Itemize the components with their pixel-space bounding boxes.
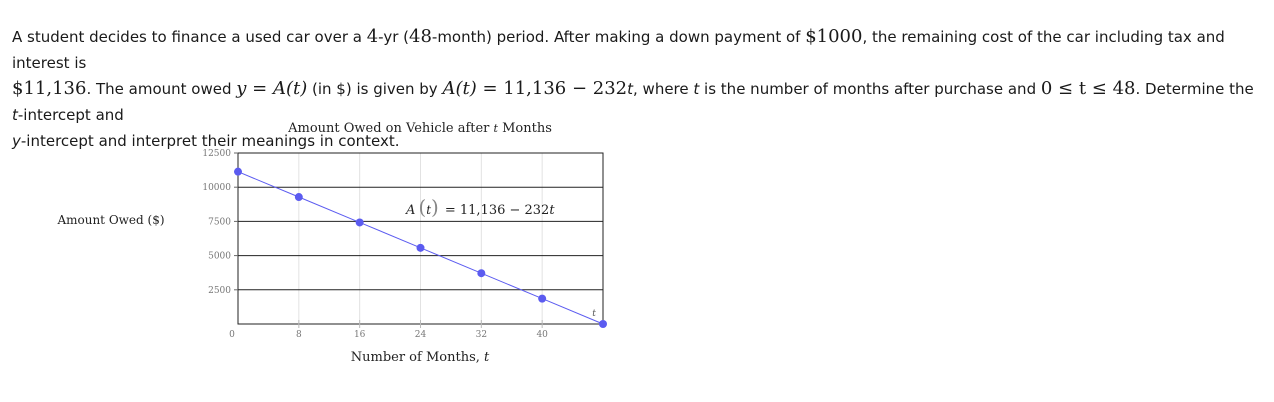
data-point[interactable] <box>234 168 242 176</box>
x-tick-label: 0 <box>229 330 235 340</box>
function-def-arg: (t) <box>455 78 477 99</box>
x-axis-label: Number of Months, t <box>350 350 490 365</box>
y-tick-label: 2500 <box>208 285 231 296</box>
down-payment: $1000 <box>805 26 863 47</box>
x-tick-label: 40 <box>536 330 548 340</box>
term-years-unit: -yr ( <box>378 28 409 46</box>
y-tick-label: 12500 <box>202 149 231 159</box>
y-tick-label: 7500 <box>208 217 231 228</box>
term-months-unit: -month) period. After making a down payment of <box>431 28 806 46</box>
term-years: 4 <box>366 26 379 47</box>
problem-text-6: is the number of months after purchase and <box>699 80 1041 98</box>
function-annotation: A (t) = 11,136 − 232t <box>406 195 555 219</box>
problem-text-4: (in $) is given by <box>307 80 443 98</box>
function-def-var: t <box>627 80 634 98</box>
problem-text-1: A student decides to finance a used car over a <box>12 28 367 46</box>
term-months: 48 <box>409 26 432 47</box>
domain-expression: 0 ≤ t ≤ 48 <box>1040 78 1136 99</box>
x-tick-label: 32 <box>475 330 488 340</box>
t-variable: t <box>693 80 700 98</box>
problem-text-7: . Determine the <box>1135 80 1254 98</box>
y-tick-label: 10000 <box>202 183 231 194</box>
function-def-lhs: A <box>442 78 456 99</box>
data-point[interactable] <box>295 193 303 201</box>
y-axis-ticks <box>202 149 238 296</box>
chart-title: Amount Owed on Vehicle after t Months <box>288 121 552 136</box>
data-points <box>234 168 607 328</box>
data-point[interactable] <box>477 269 485 277</box>
problem-text-2: , the remaining cost of the car including tax and interest is <box>12 28 1225 72</box>
remaining-cost: $11,136 <box>12 78 87 99</box>
y-tick-label: 5000 <box>208 251 231 262</box>
horizontal-gridlines <box>238 153 603 290</box>
function-def-rhs: = 11,136 − 232 <box>476 78 628 99</box>
problem-text-8: -intercept and <box>17 106 124 124</box>
data-point[interactable] <box>538 295 546 303</box>
problem-text-9: -intercept and interpret their meanings in context. <box>20 132 400 150</box>
problem-text <box>12 24 1262 154</box>
problem-text-3: . The amount owed <box>86 80 237 98</box>
data-point[interactable] <box>417 244 425 252</box>
t-intercept-variable: t <box>12 106 18 124</box>
data-point[interactable] <box>599 320 607 328</box>
vertical-gridlines <box>299 153 542 324</box>
y-axis-label: Amount Owed ($) <box>57 213 165 227</box>
x-tick-label: 16 <box>353 330 366 340</box>
problem-text-5: , where <box>633 80 694 98</box>
function-arg: (t) <box>285 78 308 99</box>
x-axis-end-label: t <box>592 309 596 319</box>
x-axis-ticks <box>229 320 548 340</box>
x-tick-label: 24 <box>414 330 427 340</box>
y-variable: y <box>12 132 21 150</box>
x-tick-label: 8 <box>295 330 302 340</box>
function-lhs: y = A <box>236 78 286 99</box>
data-point[interactable] <box>356 218 364 226</box>
plot-border <box>238 153 603 324</box>
